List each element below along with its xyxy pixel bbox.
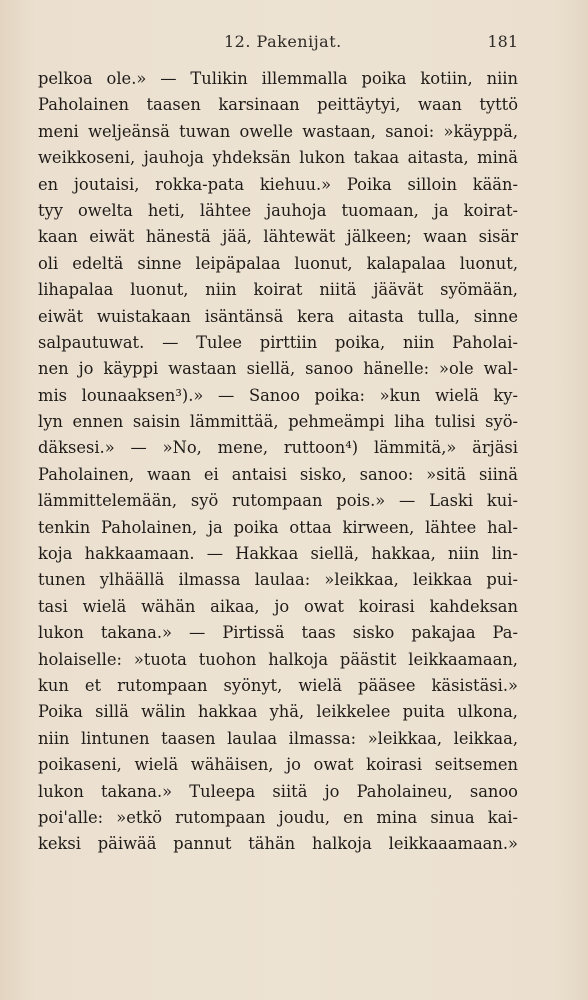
text-line: Paholainen, waan ei antaisi sisko, sanoo: »sitä siinä (38, 464, 518, 484)
text-line: nen jo käyppi wastaan siellä, sanoo hänelle: »ole wal- (38, 359, 518, 379)
text-line: däksesi.» — »No, mene, ruttoon⁴) lämmitä,» ärjäsi (38, 438, 518, 458)
text-line: tasi wielä wähän aikaa, jo owat koirasi kahdeksan (38, 596, 518, 616)
text-line: tunen ylhäällä ilmassa laulaa: »leikkaa, leikkaa pui- (38, 570, 518, 590)
text-line: niin lintunen taasen laulaa ilmassa: »leikkaa, leikkaa, (38, 728, 518, 748)
text-line: Paholainen taasen karsinaan peittäytyi, waan tyttö (38, 95, 518, 115)
text-line: lukon takana.» Tuleepa siitä jo Paholaineu, sanoo (38, 781, 518, 801)
text-line: eiwät wuistakaan isäntänsä kera aitasta tulla, sinne (38, 306, 518, 326)
text-line: meni weljeänsä tuwan owelle wastaan, sanoi: »käyppä, (38, 121, 518, 141)
text-line: lukon takana.» — Pirtissä taas sisko pakajaa Pa- (38, 623, 518, 643)
page-number: 181 (487, 32, 518, 51)
text-line: mis lounaaksen³).» — Sanoo poika: »kun wielä ky- (38, 385, 518, 405)
text-line: kun et rutompaan syönyt, wielä pääsee käsistäsi.» (38, 675, 518, 695)
text-line: koja hakkaamaan. — Hakkaa siellä, hakkaa, niin lin- (38, 544, 518, 564)
page-title: 12. Pakenijat. (224, 32, 342, 51)
text-line: weikkoseni, jauhoja yhdeksän lukon takaa aitasta, minä (38, 148, 518, 168)
text-line: tyy owelta heti, lähtee jauhoja tuomaan, ja koirat- (38, 200, 518, 220)
text-line: poi'alle: »etkö rutompaan joudu, en mina sinua kai- (38, 807, 518, 827)
text-line: en joutaisi, rokka-pata kiehuu.» Poika silloin kään- (38, 174, 518, 194)
text-line: holaiselle: »tuota tuohon halkoja päästit leikkaamaan, (38, 649, 518, 669)
text-line: kaan eiwät hänestä jää, lähtewät jälkeen; waan sisär (38, 227, 518, 247)
body-text (38, 66, 518, 858)
running-head (38, 32, 518, 58)
text-line: lyn ennen saisin lämmittää, pehmeämpi liha tulisi syö- (38, 412, 518, 432)
text-line: keksi päiwää pannut tähän halkoja leikkaaamaan.» (38, 834, 518, 854)
text-line: salpautuwat. — Tulee pirttiin poika, niin Paholai- (38, 332, 518, 352)
text-line: poikaseni, wielä wähäisen, jo owat koirasi seitsemen (38, 755, 518, 775)
text-line: tenkin Paholainen, ja poika ottaa kirween, lähtee hal- (38, 517, 518, 537)
text-line: Poika sillä wälin hakkaa yhä, leikkelee puita ulkona, (38, 702, 518, 722)
text-line: lämmittelemään, syö rutompaan pois.» — Laski kui- (38, 491, 518, 511)
text-line: oli edeltä sinne leipäpalaa luonut, kalapalaa luonut, (38, 253, 518, 273)
text-line: pelkoa ole.» — Tulikin illemmalla poika kotiin, niin (38, 69, 518, 88)
text-line: lihapalaa luonut, niin koirat niitä jäävät syömään, (38, 280, 518, 300)
